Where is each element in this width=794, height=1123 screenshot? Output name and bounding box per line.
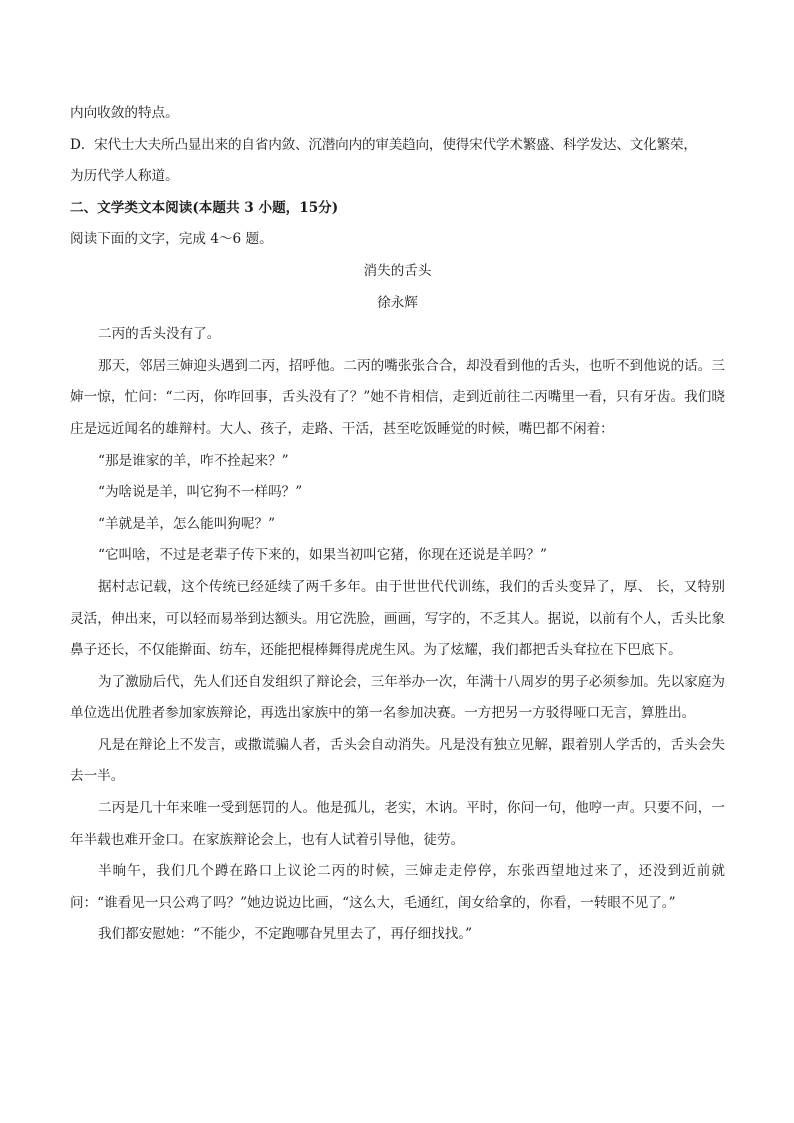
dialogue-line-2: “为啥说是羊，叫它狗不一样吗？”: [98, 484, 303, 501]
section-heading: 二、文学类文本阅读(本题共 3 小题，15分): [70, 199, 339, 216]
dialogue-line-3: “羊就是羊，怎么能叫狗呢？”: [98, 515, 276, 532]
paragraph-tradition: 据村志记载，这个传统已经延续了两千多年。由于世世代代训练，我们的舌头变异了，厚、 长，又特别灵活，伸出来，可以轻而易举到达额头。用它洗脸，画画，写字的，不乏其人。据说，以前有个人，舌头比象鼻子还长，不仅能擀面、纺车，还能把棍棒舞得虎虎生风。为了炫耀，我们都把舌头耷拉在下巴底下。: [70, 578, 725, 659]
paragraph-1: 二丙的舌头没有了。: [98, 326, 221, 343]
story-author: 徐永辉: [377, 294, 418, 311]
option-d-line: D．宋代士大夫所凸显出来的自省内敛、沉潜向内的审美趋向，使得宋代学术繁盛、科学发达、文化繁荣，: [70, 136, 697, 153]
paragraph-comfort: 我们都安慰她：“不能少，不定跑哪旮旯里去了，再仔细找找。”: [98, 926, 473, 943]
paragraph-erbing: 二丙是几十年来唯一受到惩罚的人。他是孤儿，老实，木讷。平时，你问一句，他哼一声。只要不问，一年半载也难开金口。在家族辩论会上，也有人试着引导他，徒劳。: [70, 800, 725, 848]
intro-line-1: 内向收敛的特点。: [70, 105, 179, 121]
intro-line-3: 为历代学人称道。: [70, 168, 179, 185]
reading-instruction: 阅读下面的文字，完成 4～6 题。: [70, 231, 273, 248]
paragraph-rooster: 半晌午，我们几个蹲在路口上议论二丙的时候，三婶走走停停，东张西望地过来了，还没到近前就问：“谁看见一只公鸡了吗？”她边说边比画，“这么大，毛通红，闺女给拿的，你看，一转眼不见了。”: [70, 863, 725, 911]
story-title: 消失的舌头: [363, 262, 432, 279]
paragraph-2: 那天，邻居三婶迎头遇到二丙，招呼他。二丙的嘴张张合合，却没看到他的舌头，也听不到他说的话。三婶一惊，忙问：“二丙，你咋回事，舌头没有了？”她不肯相信，走到近前往二丙嘴里一看，只有牙齿。我们晓庄是远近闻名的雄辩村。大人、孩子，走路、干活，甚至吃饭睡觉的时候，嘴巴都不闲着：: [70, 357, 725, 437]
dialogue-line-4: “它叫啥，不过是老辈子传下来的，如果当初叫它猪，你现在还说是羊吗？”: [98, 547, 547, 564]
dialogue-line-1: “那是谁家的羊，咋不拴起来？”: [98, 452, 289, 469]
paragraph-rules: 凡是在辩论上不发言，或撒谎骗人者，舌头会自动消失。凡是没有独立见解，跟着别人学舌的，舌头会失去一半。: [70, 736, 725, 785]
document-body: [70, 98, 725, 951]
paragraph-debate: 为了激励后代，先人们还自发组织了辩论会，三年举办一次，年满十八周岁的男子必须参加。先以家庭为单位选出优胜者参加家族辩论，再选出家族中的第一名参加决赛。一方把另一方驳得哑口无言，算胜出。: [70, 673, 725, 722]
